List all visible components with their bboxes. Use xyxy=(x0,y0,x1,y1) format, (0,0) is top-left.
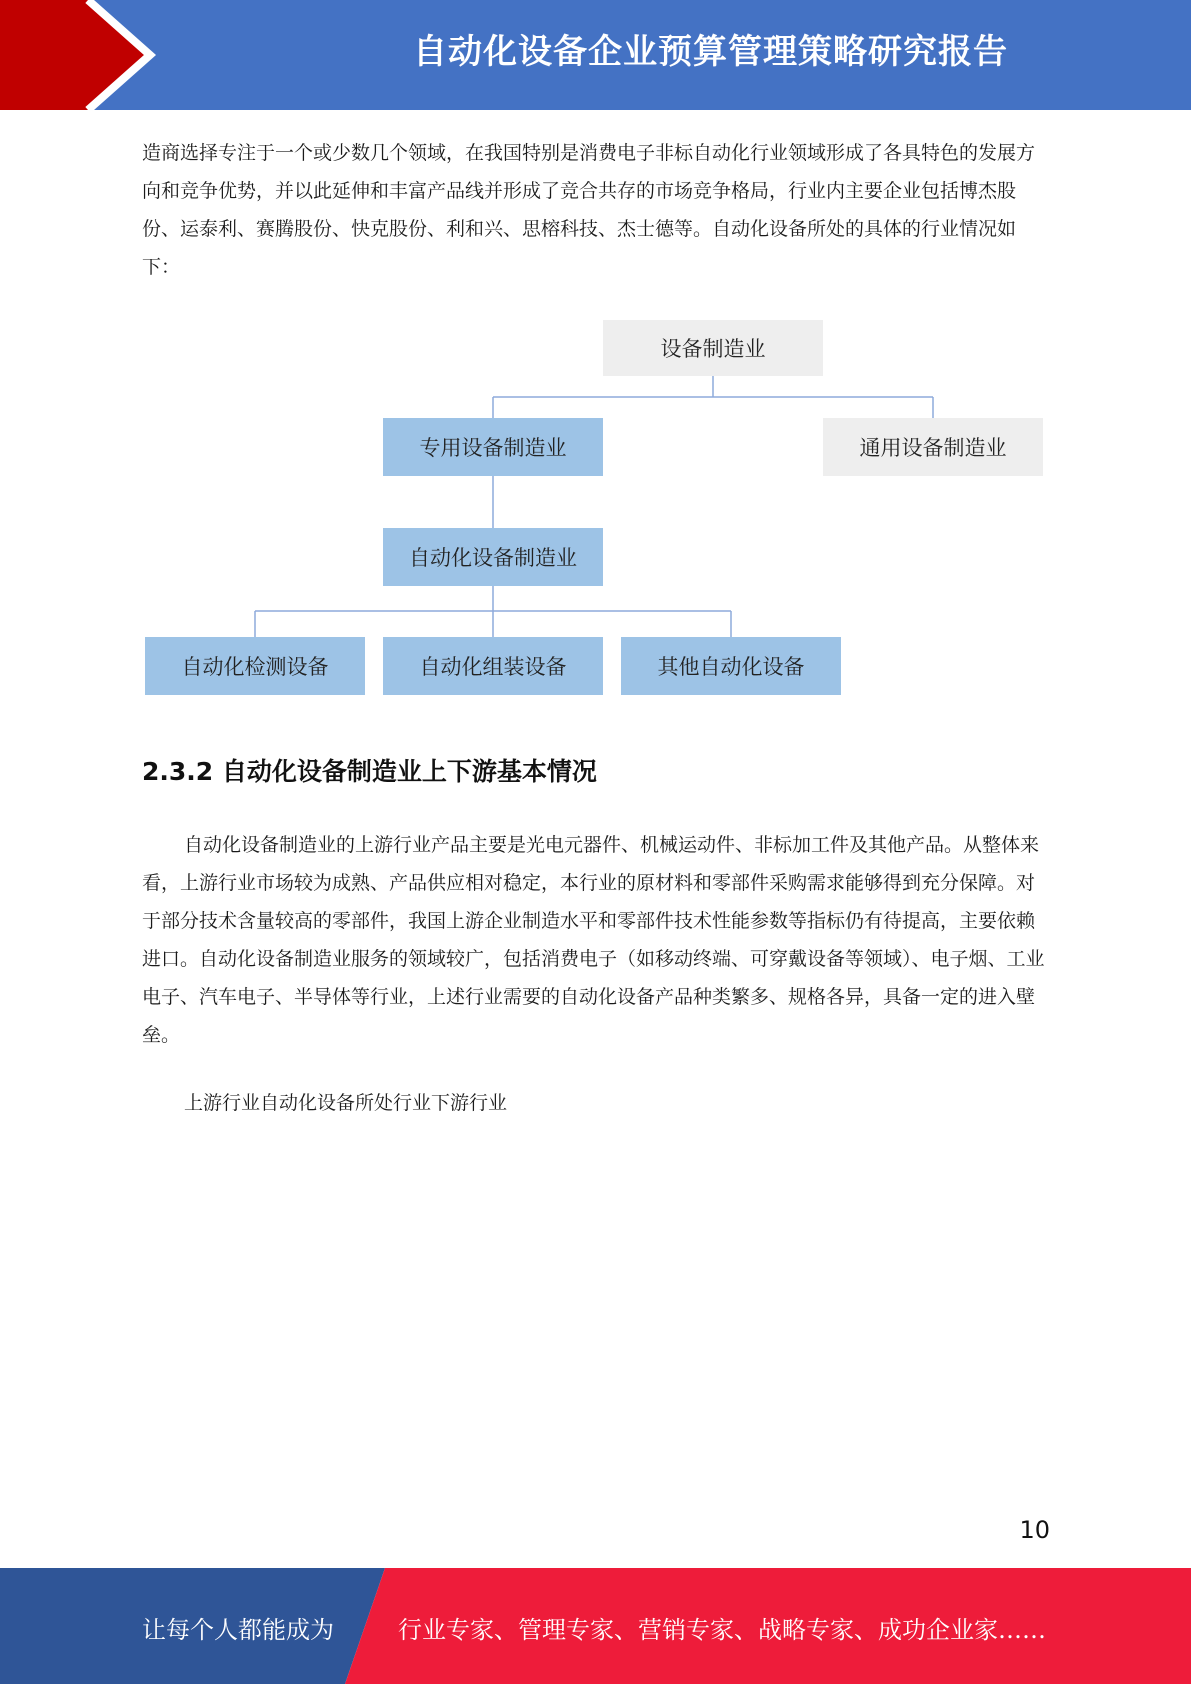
node-special-equipment: 专用设备制造业 xyxy=(383,418,603,476)
header-bar xyxy=(0,0,1191,110)
report-title: 自动化设备企业预算管理策略研究报告 xyxy=(413,32,1008,72)
node-automation-inspection: 自动化检测设备 xyxy=(145,637,365,695)
upstream-paragraph: 自动化设备制造业的上游行业产品主要是光电元器件、机械运动件、非标加工件及其他产品。从整体来看，上游行业市场较为成熟、产品供应相对稳定，本行业的原材料和零部件采购需求能够得到充分保障。对于部分技术含量较高的零部件，我国上游企业制造水平和零部件技术性能参数等指标仍有待提高，主要依赖进口。自动化设备制造业服务的领域较广，包括消费电子（如移动终端、可穿戴设备等领域）、电子烟、工业电子、汽车电子、半导体等行业，上述行业需要的自动化设备产品种类繁多、规格各异，具备一定的进入壁垒。 xyxy=(142,834,1045,1046)
footer-slogan-left: 让每个人都能成为 xyxy=(142,1616,334,1644)
footer-banner xyxy=(0,1568,1191,1684)
footer-slogan-right: 行业专家、管理专家、营销专家、战略专家、成功企业家…… xyxy=(398,1616,1046,1644)
node-other-automation: 其他自动化设备 xyxy=(621,637,841,695)
node-general-equipment: 通用设备制造业 xyxy=(823,418,1043,476)
industry-chain-caption: 上游行业自动化设备所处行业下游行业 xyxy=(184,1092,508,1114)
node-automation-assembly: 自动化组装设备 xyxy=(383,637,603,695)
section-heading: 2.3.2 自动化设备制造业上下游基本情况 xyxy=(142,757,597,786)
node-automation-equipment: 自动化设备制造业 xyxy=(383,528,603,586)
node-equipment-manufacturing: 设备制造业 xyxy=(603,320,823,376)
page-number: 10 xyxy=(1019,1516,1050,1544)
intro-paragraph: 造商选择专注于一个或少数几个领域，在我国特别是消费电子非标自动化行业领域形成了各具特色的发展方向和竞争优势，并以此延伸和丰富产品线并形成了竞合共存的市场竞争格局，行业内主要企业包括博杰股份、运泰利、赛腾股份、快克股份、利和兴、思榕科技、杰士德等。自动化设备所处的具体的行业情况如下： xyxy=(142,142,1036,278)
header-arrow-decoration xyxy=(0,0,240,110)
